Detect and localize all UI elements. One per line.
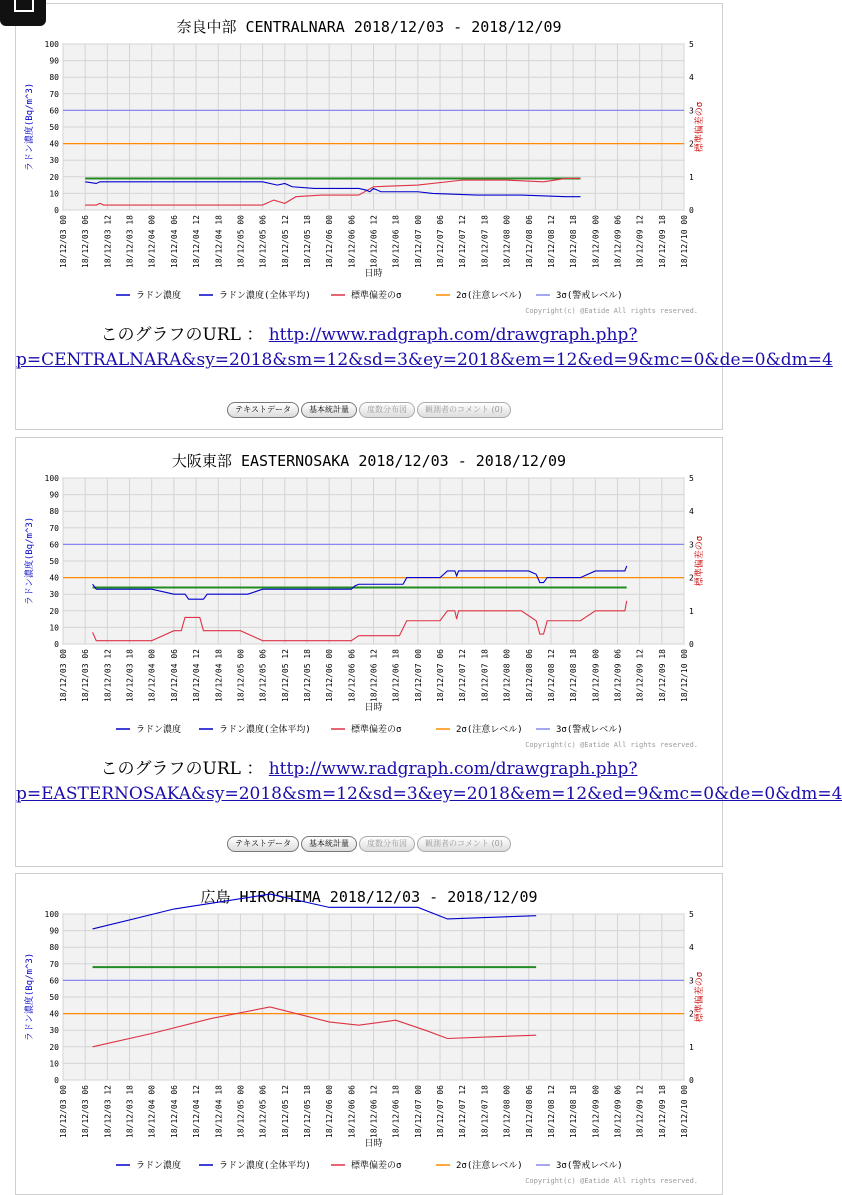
y-tick-label: 60 [49,976,59,986]
y-tick-label: 60 [49,540,59,550]
x-tick-label: 18/12/06 06 [347,1085,357,1138]
legend-two-sigma-label: 2σ(注意レベル) [456,291,523,301]
text-data-button[interactable]: テキストデータ [227,836,299,852]
x-tick-label: 18/12/04 00 [147,649,157,702]
copyright-text: Copyright(c) @Eatide All rights reserved. [525,307,698,315]
back-button[interactable] [0,0,46,26]
y-tick-label: 40 [49,1009,59,1019]
y-axis-title: ラドン濃度(Bq/m^3) [25,952,35,1042]
x-tick-label: 18/12/08 12 [546,1085,556,1138]
graph-panel-easternosaka [15,437,842,867]
y2-tick-label: 0 [689,640,694,649]
y-tick-label: 50 [49,123,59,132]
y-tick-label: 20 [49,172,59,182]
x-tick-label: 18/12/06 12 [369,215,379,268]
basic-stats-button[interactable]: 基本統計量 [301,402,357,418]
radon-chart-hiroshima [16,874,722,1189]
y2-tick-label: 3 [689,540,694,550]
y2-tick-label: 1 [689,1042,694,1052]
y-tick-label: 10 [49,189,59,199]
y-tick-label: 100 [44,910,59,919]
x-tick-label: 18/12/03 00 [59,649,68,702]
x-tick-label: 18/12/06 18 [391,649,401,702]
x-tick-label: 18/12/07 00 [413,215,423,268]
y-tick-label: 30 [49,156,59,166]
y-tick-label: 90 [49,56,59,66]
graph-panel-centralnara [15,3,833,430]
legend-sigma-label: 標準偏差のσ [351,725,402,735]
x-tick-label: 18/12/03 06 [81,1085,91,1138]
x-tick-label: 18/12/07 18 [480,1085,490,1138]
basic-stats-button[interactable]: 基本統計量 [301,836,357,852]
x-tick-label: 18/12/05 18 [302,1085,312,1138]
x-tick-label: 18/12/05 18 [302,215,312,268]
y-tick-label: 40 [49,573,59,583]
x-tick-label: 18/12/06 00 [325,215,335,268]
x-tick-label: 18/12/05 18 [302,649,312,702]
x-tick-label: 18/12/10 00 [680,1085,689,1138]
y-tick-label: 10 [49,1059,59,1069]
graph-url-link[interactable]: http://www.radgraph.com/drawgraph.php? [268,325,638,345]
x-tick-label: 18/12/08 06 [524,215,534,268]
x-tick-label: 18/12/03 00 [59,1085,68,1138]
graph-url-block [16,756,722,782]
x-tick-label: 18/12/08 18 [569,1085,579,1138]
x-tick-label: 18/12/06 18 [391,1085,401,1138]
x-tick-label: 18/12/07 06 [436,215,446,268]
x-tick-label: 18/12/08 18 [569,649,579,702]
x-tick-label: 18/12/04 06 [169,649,179,702]
y-tick-label: 60 [49,106,59,116]
y-tick-label: 100 [44,474,59,483]
radon-chart-centralnara [16,4,722,319]
radon-chart-easternosaka [16,438,722,753]
x-tick-label: 18/12/09 12 [635,1085,645,1138]
x-tick-label: 18/12/04 12 [192,1085,202,1138]
y-tick-label: 20 [49,1042,59,1052]
legend-sigma-label: 標準偏差のσ [351,291,402,301]
legend-three-sigma-label: 3σ(警戒レベル) [556,1161,623,1171]
y2-tick-label: 3 [689,976,694,986]
x-tick-label: 18/12/09 00 [591,215,601,268]
x-tick-label: 18/12/04 18 [214,1085,224,1138]
x-tick-label: 18/12/04 12 [192,649,202,702]
x-tick-label: 18/12/09 00 [591,1085,601,1138]
x-tick-label: 18/12/07 18 [480,649,490,702]
x-tick-label: 18/12/03 12 [103,649,113,702]
histogram-button[interactable]: 度数分布図 [359,836,415,852]
x-tick-label: 18/12/05 06 [258,215,268,268]
x-tick-label: 18/12/07 00 [413,649,423,702]
legend-three-sigma-label: 3σ(警戒レベル) [556,291,623,301]
x-tick-label: 18/12/09 18 [657,215,667,268]
y2-tick-label: 0 [689,1076,694,1085]
x-tick-label: 18/12/07 12 [458,215,468,268]
x-tick-label: 18/12/09 00 [591,649,601,702]
y2-tick-label: 1 [689,606,694,616]
url-label: このグラフのURL ： [100,325,264,345]
y-tick-label: 30 [49,590,59,600]
x-tick-label: 18/12/03 12 [103,1085,113,1138]
x-tick-label: 18/12/05 12 [280,1085,290,1138]
y2-tick-label: 2 [689,573,694,583]
chart-title: 広島 HIROSHIMA 2018/12/03 - 2018/12/09 [200,888,538,906]
y-tick-label: 0 [54,1076,59,1085]
chart-title: 奈良中部 CENTRALNARA 2018/12/03 - 2018/12/09 [176,18,562,36]
y-tick-label: 80 [49,507,59,517]
x-tick-label: 18/12/05 00 [236,1085,246,1138]
x-tick-label: 18/12/08 06 [524,1085,534,1138]
x-tick-label: 18/12/03 18 [125,215,135,268]
x-tick-label: 18/12/03 12 [103,215,113,268]
x-tick-label: 18/12/09 18 [657,649,667,702]
x-tick-label: 18/12/05 00 [236,649,246,702]
x-tick-label: 18/12/10 00 [680,649,689,702]
y-tick-label: 0 [54,640,59,649]
x-tick-label: 18/12/08 12 [546,649,556,702]
legend-radon-average-label: ラドン濃度(全体平均) [219,1161,311,1171]
text-data-button[interactable]: テキストデータ [227,402,299,418]
y2-tick-label: 5 [689,40,694,49]
x-tick-label: 18/12/10 00 [680,215,689,268]
legend-radon-average-label: ラドン濃度(全体平均) [219,291,311,301]
legend-radon-label: ラドン濃度 [136,291,182,301]
x-tick-label: 18/12/06 18 [391,215,401,268]
graph-url-link[interactable]: http://www.radgraph.com/drawgraph.php? [268,759,638,779]
x-tick-label: 18/12/09 12 [635,215,645,268]
x-axis-title: 日時 [364,1139,383,1149]
x-tick-label: 18/12/05 06 [258,1085,268,1138]
y-tick-label: 0 [54,206,59,215]
y2-tick-label: 4 [689,73,694,83]
y2-tick-label: 2 [689,1009,694,1019]
y2-tick-label: 2 [689,139,694,149]
x-tick-label: 18/12/09 18 [657,1085,667,1138]
legend-radon-average-label: ラドン濃度(全体平均) [219,725,311,735]
y2-tick-label: 4 [689,943,694,953]
x-tick-label: 18/12/03 18 [125,649,135,702]
x-tick-label: 18/12/04 18 [214,215,224,268]
y2-axis-title: 標準偏差のσ [695,535,705,587]
y2-axis-title: 標準偏差のσ [695,971,705,1023]
x-tick-label: 18/12/06 12 [369,649,379,702]
x-tick-label: 18/12/05 06 [258,649,268,702]
y2-tick-label: 0 [689,206,694,215]
x-tick-label: 18/12/03 06 [81,215,91,268]
action-buttons [16,402,722,418]
y2-tick-label: 1 [689,172,694,182]
x-tick-label: 18/12/06 00 [325,1085,335,1138]
legend-radon-label: ラドン濃度 [136,1161,182,1171]
y-tick-label: 90 [49,490,59,500]
x-tick-label: 18/12/04 06 [169,215,179,268]
y-axis-title: ラドン濃度(Bq/m^3) [25,82,35,172]
x-tick-label: 18/12/09 12 [635,649,645,702]
x-axis-title: 日時 [364,703,383,713]
observer-comment-button[interactable]: 観測者のコメント (0) [417,836,511,852]
x-tick-label: 18/12/04 06 [169,1085,179,1138]
x-tick-label: 18/12/04 12 [192,215,202,268]
legend-two-sigma-label: 2σ(注意レベル) [456,1161,523,1171]
y2-tick-label: 5 [689,910,694,919]
y-tick-label: 10 [49,623,59,633]
observer-comment-button[interactable]: 観測者のコメント (0) [417,402,511,418]
y-tick-label: 20 [49,606,59,616]
y-tick-label: 50 [49,557,59,566]
graph-url-block [16,322,722,348]
x-tick-label: 18/12/07 18 [480,215,490,268]
histogram-button[interactable]: 度数分布図 [359,402,415,418]
x-tick-label: 18/12/07 06 [436,1085,446,1138]
x-tick-label: 18/12/05 12 [280,649,290,702]
graph-panel-hiroshima [15,873,723,1195]
legend-sigma-label: 標準偏差のσ [351,1161,402,1171]
y2-tick-label: 5 [689,474,694,483]
x-tick-label: 18/12/08 06 [524,649,534,702]
back-icon [14,0,34,12]
y-tick-label: 70 [49,523,59,533]
x-tick-label: 18/12/08 18 [569,215,579,268]
x-tick-label: 18/12/04 00 [147,1085,157,1138]
y-tick-label: 100 [44,40,59,49]
legend-three-sigma-label: 3σ(警戒レベル) [556,725,623,735]
x-tick-label: 18/12/08 00 [502,1085,512,1138]
x-tick-label: 18/12/07 00 [413,1085,423,1138]
x-tick-label: 18/12/04 18 [214,649,224,702]
copyright-text: Copyright(c) @Eatide All rights reserved. [525,741,698,749]
y2-tick-label: 3 [689,106,694,116]
x-tick-label: 18/12/08 00 [502,649,512,702]
x-tick-label: 18/12/09 06 [613,1085,623,1138]
x-tick-label: 18/12/07 06 [436,649,446,702]
x-tick-label: 18/12/09 06 [613,649,623,702]
x-tick-label: 18/12/06 12 [369,1085,379,1138]
y2-axis-title: 標準偏差のσ [695,101,705,153]
y-tick-label: 80 [49,73,59,83]
y-axis-title: ラドン濃度(Bq/m^3) [25,516,35,606]
chart-title: 大阪東部 EASTERNOSAKA 2018/12/03 - 2018/12/09 [171,452,567,470]
action-buttons [16,836,722,852]
x-tick-label: 18/12/05 12 [280,215,290,268]
x-tick-label: 18/12/06 00 [325,649,335,702]
y2-tick-label: 4 [689,507,694,517]
x-tick-label: 18/12/03 06 [81,649,91,702]
legend-two-sigma-label: 2σ(注意レベル) [456,725,523,735]
x-tick-label: 18/12/07 12 [458,649,468,702]
y-tick-label: 40 [49,139,59,149]
x-tick-label: 18/12/06 06 [347,649,357,702]
x-tick-label: 18/12/04 00 [147,215,157,268]
x-tick-label: 18/12/07 12 [458,1085,468,1138]
x-tick-label: 18/12/05 00 [236,215,246,268]
x-tick-label: 18/12/08 00 [502,215,512,268]
x-tick-label: 18/12/03 00 [59,215,68,268]
y-tick-label: 80 [49,943,59,953]
graph-url-link-continued[interactable]: p=CENTRALNARA&sy=2018&sm=12&sd=3&ey=2018&em=12&ed=9&mc=0&de=0&dm=4 [16,350,833,370]
y-tick-label: 90 [49,926,59,936]
y-tick-label: 50 [49,993,59,1002]
legend-radon-label: ラドン濃度 [136,725,182,735]
x-tick-label: 18/12/03 18 [125,1085,135,1138]
x-tick-label: 18/12/06 06 [347,215,357,268]
x-tick-label: 18/12/09 06 [613,215,623,268]
x-axis-title: 日時 [364,269,383,279]
x-tick-label: 18/12/08 12 [546,215,556,268]
y-tick-label: 70 [49,89,59,99]
copyright-text: Copyright(c) @Eatide All rights reserved. [525,1177,698,1185]
y-tick-label: 30 [49,1026,59,1036]
url-label: このグラフのURL ： [100,759,264,779]
graph-url-link-continued[interactable]: p=EASTERNOSAKA&sy=2018&sm=12&sd=3&ey=2018&em=12&ed=9&mc=0&de=0&dm=4 [16,784,842,804]
y-tick-label: 70 [49,959,59,969]
